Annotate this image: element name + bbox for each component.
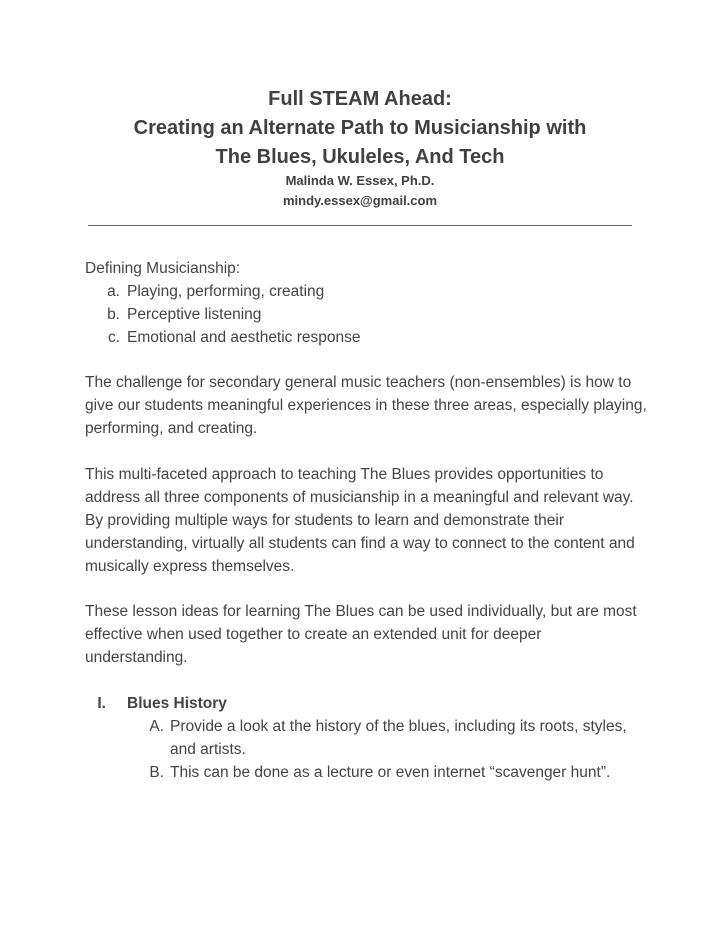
outline-marker: B.: [149, 764, 164, 781]
outline-marker: A.: [149, 718, 164, 735]
title-line-3: The Blues, Ukuleles, And Tech: [215, 146, 505, 168]
outline-item-text: Provide a look at the history of the blues, including its roots, styles, and artists.: [170, 718, 627, 758]
author-name: Malinda W. Essex, Ph.D.: [285, 173, 435, 188]
paragraph-ideas: These lesson ideas for learning The Blues can be used individually, but are most effective when used together to create an extended unit for deeper understanding.: [85, 603, 637, 666]
outline-item-text: This can be done as a lecture or even internet “scavenger hunt”.: [170, 764, 611, 781]
title-line-1: Full STEAM Ahead:: [268, 88, 452, 110]
defining-heading: Defining Musicianship:: [85, 260, 241, 277]
author-email: mindy.essex@gmail.com: [282, 193, 438, 208]
list-marker: a.: [107, 283, 120, 300]
list-item-text: Perceptive listening: [127, 306, 262, 323]
list-item-text: Playing, performing, creating: [127, 283, 325, 300]
title-line-2: Creating an Alternate Path to Musicianship with: [133, 117, 587, 139]
header-divider: [88, 225, 632, 226]
list-marker: c.: [107, 329, 120, 346]
paragraph-challenge: The challenge for secondary general music teachers (non-ensembles) is how to give our students meaningful experiences in these three areas, especially playing, performing, and creating.: [85, 374, 647, 437]
list-marker: b.: [107, 306, 120, 323]
paragraph-approach: This multi-faceted approach to teaching The Blues provides opportunities to address all three components of musicianship in a meaningful and relevant way. By providing multiple ways for students to learn and demonstrate their understanding, virtually all students can find a way to connect to the content and musically express themselves.: [85, 466, 635, 575]
roman-numeral: I.: [97, 695, 106, 712]
list-item-text: Emotional and aesthetic response: [127, 329, 361, 346]
section-title: Blues History: [127, 695, 227, 712]
